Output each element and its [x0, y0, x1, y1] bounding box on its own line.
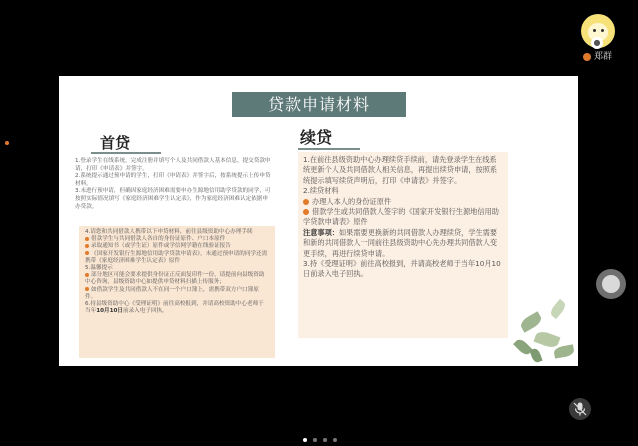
speaking-indicator-icon	[583, 53, 591, 61]
renewal-bullet: 办理人本人的身份证原件	[312, 196, 392, 206]
renewal-paragraph: 3.持《受理证明》前往高校报到，并请高校老师于当年10月10日前录入电子回执。	[303, 259, 501, 279]
first-loan-item: 1.登录学生在线系统，完成注册并填写个人及共同借款人基本信息，提交贷款申请，打印《申请表》并签字。	[75, 158, 271, 172]
page-dot[interactable]	[333, 438, 337, 442]
bullet-icon	[85, 273, 89, 277]
floating-control-knob	[602, 275, 620, 293]
first-loan-section	[75, 134, 272, 211]
floating-control-button[interactable]	[596, 269, 626, 299]
renewal-box	[298, 152, 508, 338]
page-dot[interactable]	[303, 438, 307, 442]
heading-underline	[91, 152, 161, 154]
first-loan-item: 2.系统提示通过预申请的学生，打印《申请表》并签字后，按系统提示上传申贷材料。	[75, 173, 271, 187]
box-item: 5.温馨提示	[85, 265, 113, 272]
box-item: 前录入电子回执。	[122, 308, 168, 315]
first-loan-materials-box	[79, 226, 275, 358]
shared-slide	[59, 76, 578, 366]
box-bullet: 如借款学生及共同借款人不在同一个户口簿上，需携带双方户口簿原件。	[85, 286, 259, 300]
note-label: 注意事项：	[303, 227, 339, 237]
mic-muted-icon	[569, 398, 591, 420]
box-bullet: 部分地区可能会要求提供身份证正反面复印件一份，请提前向县级资助中心咨询，县级资助中心如提供申贷材料扫描上传服务；	[85, 272, 265, 286]
page-indicator	[300, 427, 340, 435]
page-dot[interactable]	[313, 438, 317, 442]
participant-name: 郑群	[594, 52, 613, 62]
deadline-date: 10月10日	[96, 308, 123, 315]
renewal-paragraph: 2.续贷材料	[303, 186, 339, 196]
box-item: 6.持县级资助中心《受理证明》前往高校报到，并请高校资助中	[85, 301, 242, 308]
avatar-eye	[601, 29, 604, 32]
renewal-paragraph: 1.在前往县级资助中心办理续贷手续前，请先登录学生在线系统更新个人及共同借款人相关信息，再提出续贷申请，按照系统提示填写续贷声明后，打印《申请表》并签字。	[303, 155, 498, 185]
renewal-heading-wrap	[298, 129, 360, 150]
bullet-icon	[85, 244, 89, 248]
bullet-icon	[303, 199, 309, 205]
bullet-icon	[85, 237, 89, 241]
first-loan-heading: 首贷	[100, 134, 131, 152]
bullet-icon	[85, 251, 89, 255]
box-bullet: 《国家开发银行生源地信用助学贷款申请表》，未通过预申请的同学还需携带《家庭经济困难学生认定表》原件	[85, 250, 268, 264]
box-item: 心老师于当年	[85, 301, 264, 315]
box-bullet: 录取通知书（或学生证）原件或学信网学籍在线验证报告	[91, 243, 231, 250]
renewal-bullet: 借款学生或共同借款人签字的《国家开发银行生源地信用助学贷款申请表》原件	[303, 207, 499, 227]
avatar-eye	[593, 29, 596, 32]
bullet-icon	[85, 287, 89, 291]
box-bullet: 借款学生与共同借款人各自的身份证原件、户口本原件	[91, 236, 226, 243]
slide-title: 贷款申请材料	[232, 92, 406, 117]
page-dot[interactable]	[323, 438, 327, 442]
renewal-heading: 续贷	[300, 128, 333, 147]
bullet-icon	[303, 209, 309, 215]
orange-dot	[5, 141, 9, 145]
heading-underline	[298, 148, 360, 150]
box-item: 4.请您和共同借款人携带以下申贷材料，前往县级资助中心办理手续	[85, 229, 253, 235]
microphone-mute-button[interactable]	[569, 398, 591, 420]
mic-icon: ●	[591, 37, 603, 49]
note-text: 如果需要更换新的共同借款人办理续贷，学生需要和新的共同借款人一同前往县级资助中心先办理共同借款人变更手续，再进行续贷申请。	[303, 227, 498, 258]
first-loan-item: 3.未进行预申请，但确因家庭经济困难需要申办生源地信用助学贷款的同学，可按照实际情况填写《家庭经济困难学生认定表》，作为家庭经济困难认定依据申办贷款。	[75, 188, 271, 210]
